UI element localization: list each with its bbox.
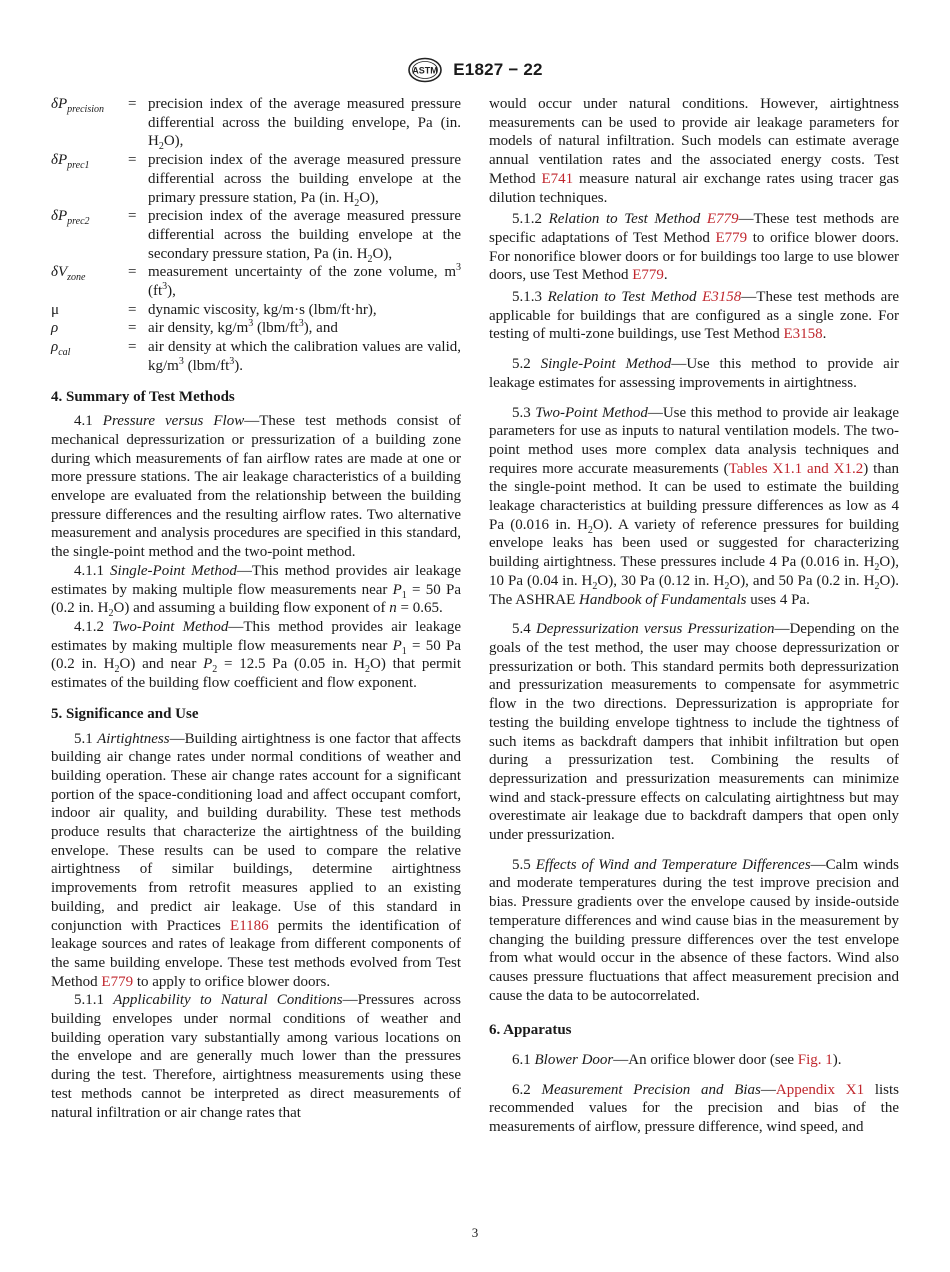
link-e779[interactable]: E779: [101, 973, 134, 990]
link-e3158[interactable]: E3158: [783, 326, 823, 343]
document-id: E1827 − 22: [453, 60, 543, 79]
link-e3158[interactable]: E3158: [702, 289, 742, 306]
paragraph: 5.4 Depressurization versus Pressurization—Depending on the goals of the test method, the user may choose depressurization or pressurization or both. This standard permits both depressurization and pressurization measurements to compensate for asymmetric flow in the two directions. Depressurization is appropriate for testing the building envelope tightness to include the tightness of such items as backdraft dampers that inhibit infiltration but open during a pressurization test. Combining the results of depressurization and pressurization measurements can minimize wind and stack-pressure effects on calculating airtightness but may overestimate air leakage due to backdraft dampers that open only under pressurization.: [489, 621, 900, 844]
paragraph: 6.2 Measurement Precision and Bias—Appendix X1 lists recommended values for the precision and bias of the measurements of airflow, pressure difference, wind speed, and: [489, 1081, 900, 1136]
right-column: [489, 95, 899, 1137]
paragraph: 5.1.2 Relation to Test Method E779—These test methods are specific adaptations of Test Method E779 to orifice blower doors. For nonorifice blower doors or for buildings too large to use blower doors, use Test Method E779.: [489, 211, 899, 284]
symbol: $\delta P_{prec2}$: [51, 208, 90, 228]
paragraph: 5.5 Effects of Wind and Temperature Differences—Calm winds and moderate temperatures during the test improve precision and bias. Pressure gradients over the envelope caused by inside-outside temperature differences and wind cause bias in the measurement by changing the building pressure differences over the test envelope from what would occur in the absence of these factors. Wind also causes pressure fluctuations that affect measurement precision and cause the data to be autocorrelated.: [489, 856, 899, 1004]
symbol: μ: [51, 301, 60, 318]
link-e779[interactable]: E779: [706, 211, 739, 228]
paragraph: would occur under natural conditions. However, airtightness measurements can be used to provide air leakage parameters for models of natural infiltration. Such models can estimate average annual ventilation rates and the associated energy costs. Test Method E741 measure natural air exchange rates using tracer gas dilution techniques.: [489, 96, 899, 206]
paragraph: 5.1 Airtightness—Building airtightness is one factor that affects building air change rates under normal conditions of weather and building operation. These air change rates account for a significant portion of the space-conditioning load and affect occupant comfort, indoor air quality, and building durability. These test methods produce results that characterize the airtightness of the building envelope. These results can be used to compare the relative airtightness of similar buildings, determine airtightness improvements from retrofit measures applied to an existing building, and predict air leakage. Use of this standard in conjunction with Practices E1186 permits the identification of leakage sources and rates of leakage from different components of the same building envelope. These test methods evolved from Test Method E779 to apply to orifice blower doors.: [51, 730, 461, 990]
symbol: $\delta V_{zone}$: [51, 264, 86, 284]
paragraph: 6.1 Blower Door—An orifice blower door (see Fig. 1).: [512, 1052, 842, 1069]
section-heading: 5. Significance and Use: [51, 705, 199, 722]
symbol: $\delta P_{precision}$: [51, 96, 104, 115]
left-column: [51, 95, 461, 1122]
paragraph: 5.3 Two-Point Method—Use this method to provide air leakage parameters for use as inputs to natural ventilation models. The two-point method uses more complex data analysis techniques and requires more accurate measurements (Tables X1.1 and X1.2) than the single-point method. It can be used to estimate the building leakage characteristics at building pressure differences as low as 4 Pa (0.016 in. $H_2O$). A variety of reference pressures for building envelope leaks has been used or suggested for characterizing building airtightness. These pressures include 4 Pa (0.016 in. $H_2O$), 10 Pa (0.04 in. $H_2O$), 30 Pa (0.12 in. $H_2O$), and 50 Pa (0.2 in. $H_2O$). The ASHRAE Handbook of Fundamentals uses 4 Pa.: [489, 404, 900, 608]
page-number: 3: [471, 1225, 479, 1240]
symbol: ρ: [51, 320, 59, 337]
definition-text: dynamic viscosity, kg/m·s (lbm/ft·hr),: [148, 301, 377, 318]
paragraph: 5.1.3 Relation to Test Method E3158—These test methods are applicable for buildings that are configured as a single zone. For testing of multi-zone buildings, use Test Method E3158.: [489, 289, 899, 343]
section-heading: 4. Summary of Test Methods: [51, 388, 235, 405]
link-e779[interactable]: E779: [715, 229, 748, 246]
definition-text: air density, $kg/m^3$ $(lbm/ft^3)$, and: [148, 318, 338, 337]
link-fig1[interactable]: Fig. 1: [797, 1052, 833, 1069]
definition-text: precision index of the average measured pressure differential across the building envelope at the secondary pressure station, Pa (in. $H_2O$),: [148, 208, 461, 265]
page-header: [0, 56, 950, 84]
symbol: $\rho_{cal}$: [51, 339, 71, 359]
paragraph: 4.1.2 Two-Point Method—This method provides air leakage estimates by making multiple flow measurements near $P_1 = 50$ Pa (0.2 in. $H_2O$) and near $P_2 = 12.5$ Pa (0.05 in. $H_2O$) that permit estimates of the building flow coefficient and flow exponent.: [51, 618, 462, 692]
link-tables[interactable]: Tables X1.1 and X1.2: [728, 460, 864, 477]
definition-text: precision index of the average measured pressure differential across the building envelope, Pa (in. $H_2O$),: [148, 96, 461, 153]
link-e1186[interactable]: E1186: [230, 917, 269, 934]
link-e741[interactable]: E741: [541, 170, 574, 187]
svg-text:ASTM: ASTM: [412, 65, 439, 76]
definition-text: measurement uncertainty of the zone volume, $m^3$ $(ft^3)$,: [148, 262, 461, 300]
definition-list: $\delta P_{precision}$ = precision index of the average measured pressure differential across the building envelope, Pa (in. $H_2O$), $\delta P_{prec1}$ = precision index of the average measured pressure differential across the building envelope at the primary pressure station, Pa (in. $H_2O$), $\delta P_{prec2}$ = precision index of the average measured pressure differential across the building envelope at the secondary pressure station, Pa (in. $H_2O$), $\delta V_{zone}$ = measurement uncertainty of the zone volume, $m^3$ $(ft^3)$, μ = dynamic viscosity, kg/m·s (lbm/ft·hr), ρ = air density, $kg/m^3$ $(lbm/ft^3)$, and $\rho_{cal}$ = air density at which the calibration values are valid, $kg/m^3$ $(lbm/ft^3)$.: [51, 96, 461, 374]
astm-logo-icon: [407, 57, 443, 83]
section-heading: 6. Apparatus: [489, 1022, 572, 1039]
symbol: $\delta P_{prec1}$: [51, 152, 90, 172]
paragraph: 5.1.1 Applicability to Natural Conditions—Pressures across building envelopes under normal conditions of weather and building operation vary substantially among various locations on the envelope and are generally much lower than the pressures during the test. Therefore, airtightness measurements using these test methods cannot be interpreted as direct measurements of natural infiltration or air change rates that: [51, 992, 461, 1121]
link-e779[interactable]: E779: [632, 267, 664, 284]
paragraph: 5.2 Single-Point Method—Use this method to provide air leakage estimates for assessing improvements in airtightness.: [489, 356, 899, 391]
definition-text: precision index of the average measured pressure differential across the building envelope at the primary pressure station, Pa (in. $H_2O$),: [148, 152, 461, 209]
link-appendix-x1[interactable]: Appendix X1: [775, 1081, 865, 1098]
paragraph: 4.1.1 Single-Point Method—This method provides air leakage estimates by making multiple flow measurements near $P_1 = 50$ Pa (0.2 in. $H_2O$) and assuming a building flow exponent of n = 0.65.: [51, 562, 462, 620]
paragraph: 4.1 Pressure versus Flow—These test methods consist of mechanical depressurization or pressurization of a building zone during which measurements of fan airflow rates are made at one or more pressure stations. The air leakage characteristics of a building envelope are evaluated from the relationship between the building pressure differences and the resulting airflow rates. Two alternative measurement and analysis procedures are specified in this standard, the single-point method and the two-point method.: [51, 413, 461, 561]
definition-text: air density at which the calibration values are valid, $kg/m^3$ $(lbm/ft^3)$.: [148, 339, 461, 374]
